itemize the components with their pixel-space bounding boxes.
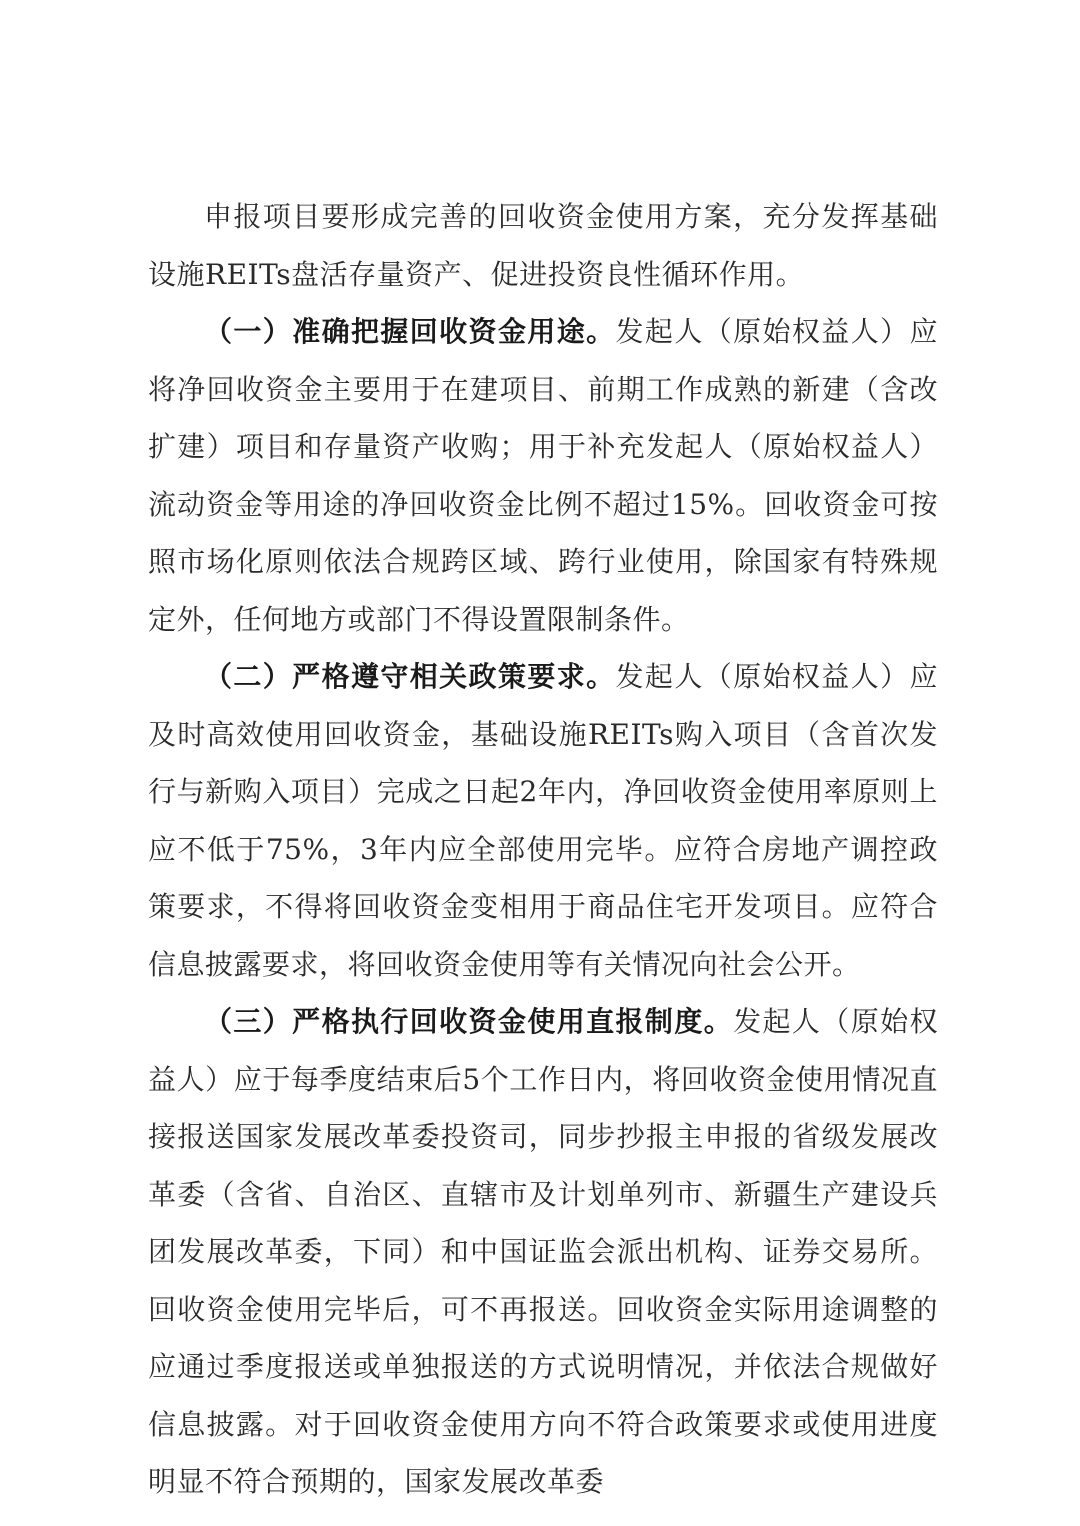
paragraph-section-2 [148, 648, 938, 993]
paragraph-heading: （三）严格执行回收资金使用直报制度。 [204, 1005, 734, 1038]
paragraph-heading: （一）准确把握回收资金用途。 [204, 315, 616, 348]
paragraph-text: 发起人（原始权益人）应于每季度结束后5个工作日内，将回收资金使用情况直接报送国家发展改革委投资司，同步抄报主申报的省级发展改革委（含省、自治区、直辖市及计划单列市、新疆生产建设兵团发展改革委，下同）和中国证监会派出机构、证券交易所。回收资金使用完毕后，可不再报送。回收资金实际用途调整的应通过季度报送或单独报送的方式说明情况，并依法合规做好信息披露。对于回收资金使用方向不符合政策要求或使用进度明显不符合预期的，国家发展改革委 [148, 1005, 938, 1498]
paragraph-section-3 [148, 993, 938, 1511]
paragraph-heading: （二）严格遵守相关政策要求。 [204, 660, 616, 693]
paragraph-intro [148, 188, 938, 303]
document-body [148, 188, 938, 1511]
paragraph-text: 申报项目要形成完善的回收资金使用方案，充分发挥基础设施REITs盘活存量资产、促进投资良性循环作用。 [148, 200, 938, 291]
paragraph-text: 发起人（原始权益人）应及时高效使用回收资金，基础设施REITs购入项目（含首次发行与新购入项目）完成之日起2年内，净回收资金使用率原则上应不低于75%，3年内应全部使用完毕。应符合房地产调控政策要求，不得将回收资金变相用于商品住宅开发项目。应符合信息披露要求，将回收资金使用等有关情况向社会公开。 [148, 660, 938, 981]
paragraph-section-1 [148, 303, 938, 648]
paragraph-text: 发起人（原始权益人）应将净回收资金主要用于在建项目、前期工作成熟的新建（含改扩建）项目和存量资产收购；用于补充发起人（原始权益人）流动资金等用途的净回收资金比例不超过15%。回收资金可按照市场化原则依法合规跨区域、跨行业使用，除国家有特殊规定外，任何地方或部门不得设置限制条件。 [148, 315, 938, 636]
